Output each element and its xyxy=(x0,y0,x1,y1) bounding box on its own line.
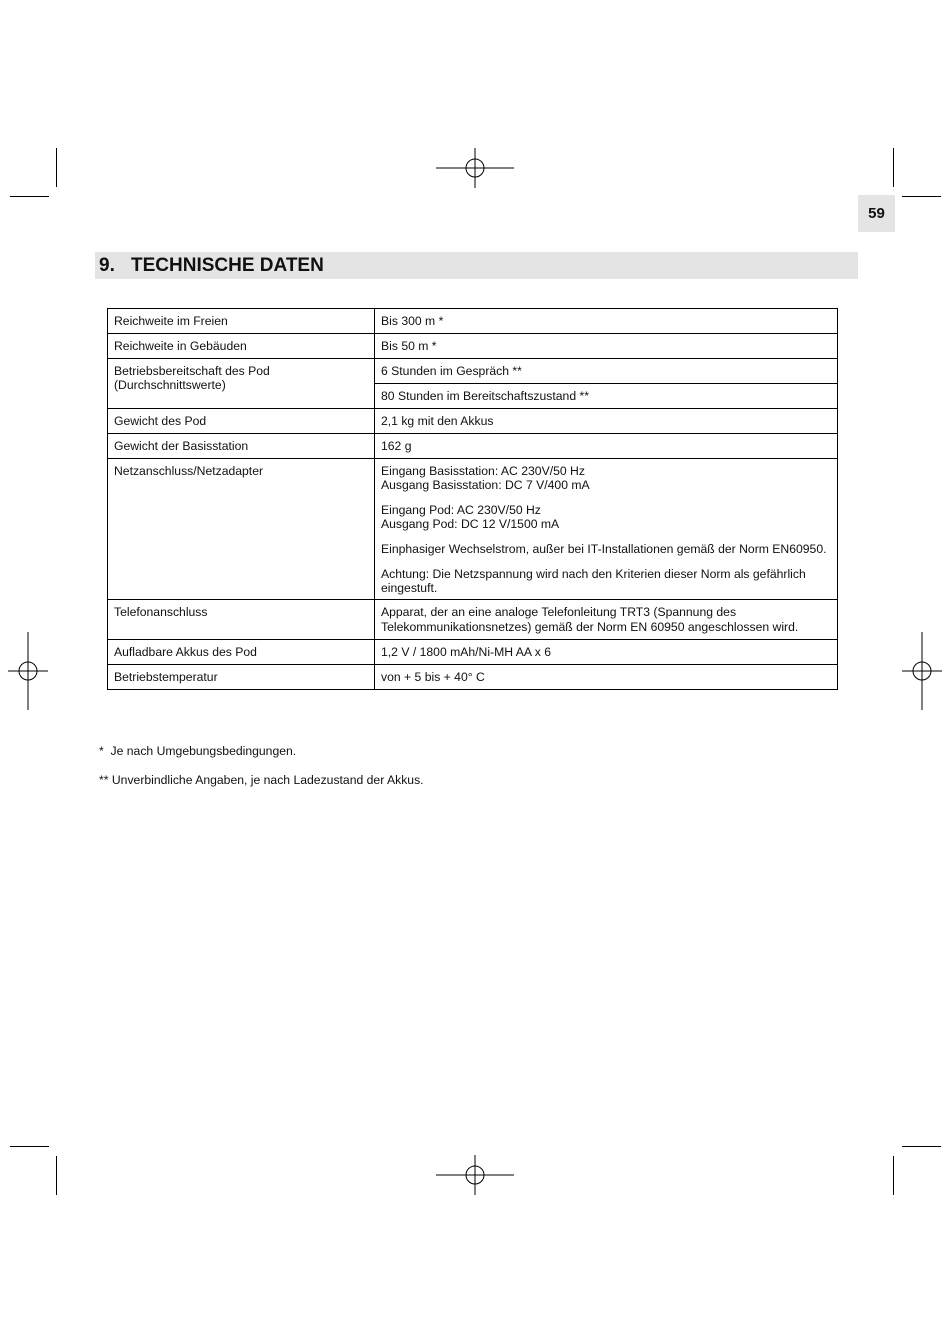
table-row xyxy=(108,600,838,640)
spec-label: Betriebstemperatur xyxy=(108,665,375,690)
spec-label: Betriebsbereitschaft des Pod (Durchschnittswerte) xyxy=(108,359,375,409)
section-heading xyxy=(95,252,858,279)
registration-mark-icon xyxy=(8,632,48,710)
spec-paragraph: Einphasiger Wechselstrom, außer bei IT-Installationen gemäß der Norm EN60950. xyxy=(381,542,827,556)
crop-mark xyxy=(56,1156,57,1195)
section-number: 9. xyxy=(99,254,115,276)
registration-mark-icon xyxy=(902,632,942,710)
spec-value: 162 g xyxy=(375,434,838,459)
crop-mark xyxy=(10,1146,49,1147)
spec-value: Apparat, der an eine analoge Telefonleitung TRT3 (Spannung des Telekommunikationsnetzes) gemäß der Norm EN 60950 angeschlossen wird. xyxy=(375,600,838,640)
section-title: TECHNISCHE DATEN xyxy=(131,254,324,276)
spec-paragraph: Achtung: Die Netzspannung wird nach den Kriterien dieser Norm als gefährlich eingestuft. xyxy=(381,567,806,595)
table-row xyxy=(108,309,838,334)
crop-mark xyxy=(902,196,941,197)
spec-label: Netzanschluss/Netzadapter xyxy=(108,459,375,600)
spec-label: Gewicht der Basisstation xyxy=(108,434,375,459)
spec-value: Bis 300 m * xyxy=(375,309,838,334)
table-row xyxy=(108,334,838,359)
spec-label: Reichweite im Freien xyxy=(108,309,375,334)
crop-mark xyxy=(10,196,49,197)
spec-table xyxy=(107,308,838,690)
footnote: * Je nach Umgebungsbedingungen. xyxy=(99,744,297,758)
table-row xyxy=(108,665,838,690)
spec-value xyxy=(375,459,838,600)
table-row xyxy=(108,409,838,434)
table-row xyxy=(108,359,838,384)
crop-mark xyxy=(893,1156,894,1195)
table-row xyxy=(108,434,838,459)
spec-label: Aufladbare Akkus des Pod xyxy=(108,640,375,665)
page-number: 59 xyxy=(858,195,895,232)
spec-label: Reichweite in Gebäuden xyxy=(108,334,375,359)
spec-paragraph: Eingang Basisstation: AC 230V/50 Hz Ausgang Basisstation: DC 7 V/400 mA xyxy=(381,464,590,492)
footnotes xyxy=(99,744,424,802)
spec-value: 1,2 V / 1800 mAh/Ni-MH AA x 6 xyxy=(375,640,838,665)
spec-paragraph: Eingang Pod: AC 230V/50 Hz Ausgang Pod: DC 12 V/1500 mA xyxy=(381,503,560,531)
registration-mark-icon xyxy=(436,148,514,188)
footnote: ** Unverbindliche Angaben, je nach Ladezustand der Akkus. xyxy=(99,773,424,787)
spec-value: 6 Stunden im Gespräch ** xyxy=(375,359,838,384)
spec-value: Bis 50 m * xyxy=(375,334,838,359)
table-row xyxy=(108,640,838,665)
crop-mark xyxy=(56,148,57,187)
spec-value: von + 5 bis + 40° C xyxy=(375,665,838,690)
crop-mark xyxy=(902,1146,941,1147)
table-row xyxy=(108,459,838,600)
spec-value: 2,1 kg mit den Akkus xyxy=(375,409,838,434)
crop-mark xyxy=(893,148,894,187)
spec-value: 80 Stunden im Bereitschaftszustand ** xyxy=(375,384,838,409)
spec-label: Gewicht des Pod xyxy=(108,409,375,434)
spec-label: Telefonanschluss xyxy=(108,600,375,640)
registration-mark-icon xyxy=(436,1155,514,1195)
